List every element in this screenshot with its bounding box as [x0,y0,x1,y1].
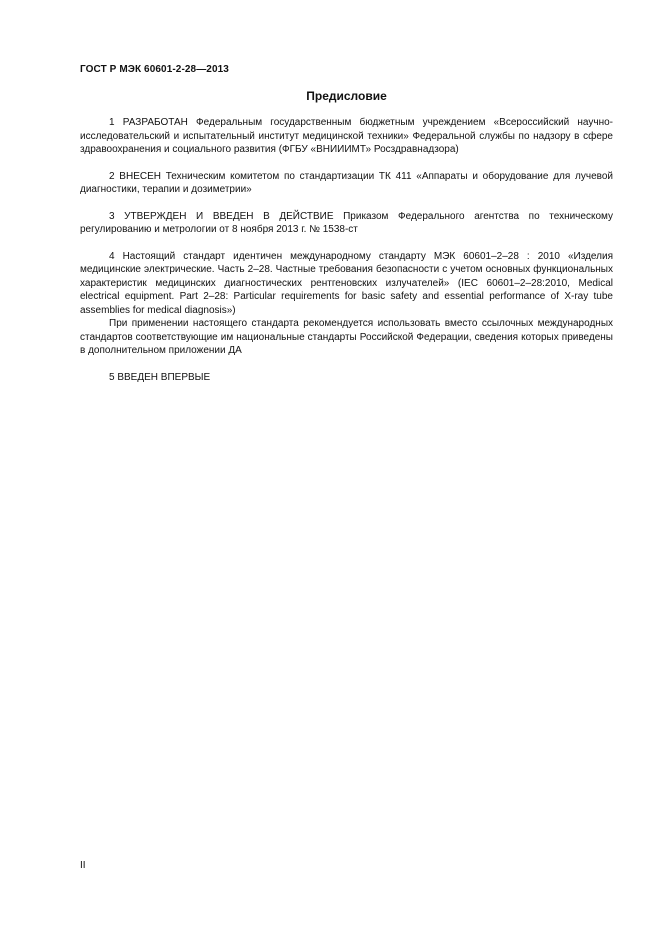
preface-heading: Предисловие [306,89,387,103]
preface-item-3: 3 УТВЕРЖДЕН И ВВЕДЕН В ДЕЙСТВИЕ Приказом Федерального агентства по техническому регулированию и метрологии от 8 ноября 2013 г. № 1538-ст [80,210,613,235]
preface-item-5: 5 ВВЕДЕН ВПЕРВЫЕ [109,371,211,383]
preface-item-2: 2 ВНЕСЕН Техническим комитетом по стандартизации ТК 411 «Аппараты и оборудование для лучевой диагностики, терапии и дозиметрии» [80,170,613,195]
preface-body [80,116,613,384]
document-code-header: ГОСТ Р МЭК 60601-2-28—2013 [80,64,229,75]
preface-item-4-note: При применении настоящего стандарта рекомендуется использовать вместо ссылочных международных стандартов соответствующие им национальные стандарты Российской Федерации, сведения которых приведены в дополнительном приложении ДА [80,318,613,356]
page-number: II [80,860,86,871]
preface-item-1: 1 РАЗРАБОТАН Федеральным государственным бюджетным учреждением «Всероссийский научно-исследовательский и испытательный институт медицинской техники» Федеральной службы по надзору в сфере здравоохранения и социального развития (ФГБУ «ВНИИИМТ» Росздравнадзора) [80,117,613,155]
preface-item-4: 4 Настоящий стандарт идентичен международному стандарту МЭК 60601–2–28 : 2010 «Изделия медицинские электрические. Часть 2–28. Частные требования безопасности с учетом основных функциональных характеристик медицинских диагностических рентгеновских излучателей» (IEC 60601–2–28:2010, Medical electrical equipment. Part 2–28: Particular requirements for basic safety and essential performance of X-ray tube assemblies for medical diagnosis») [80,250,613,316]
